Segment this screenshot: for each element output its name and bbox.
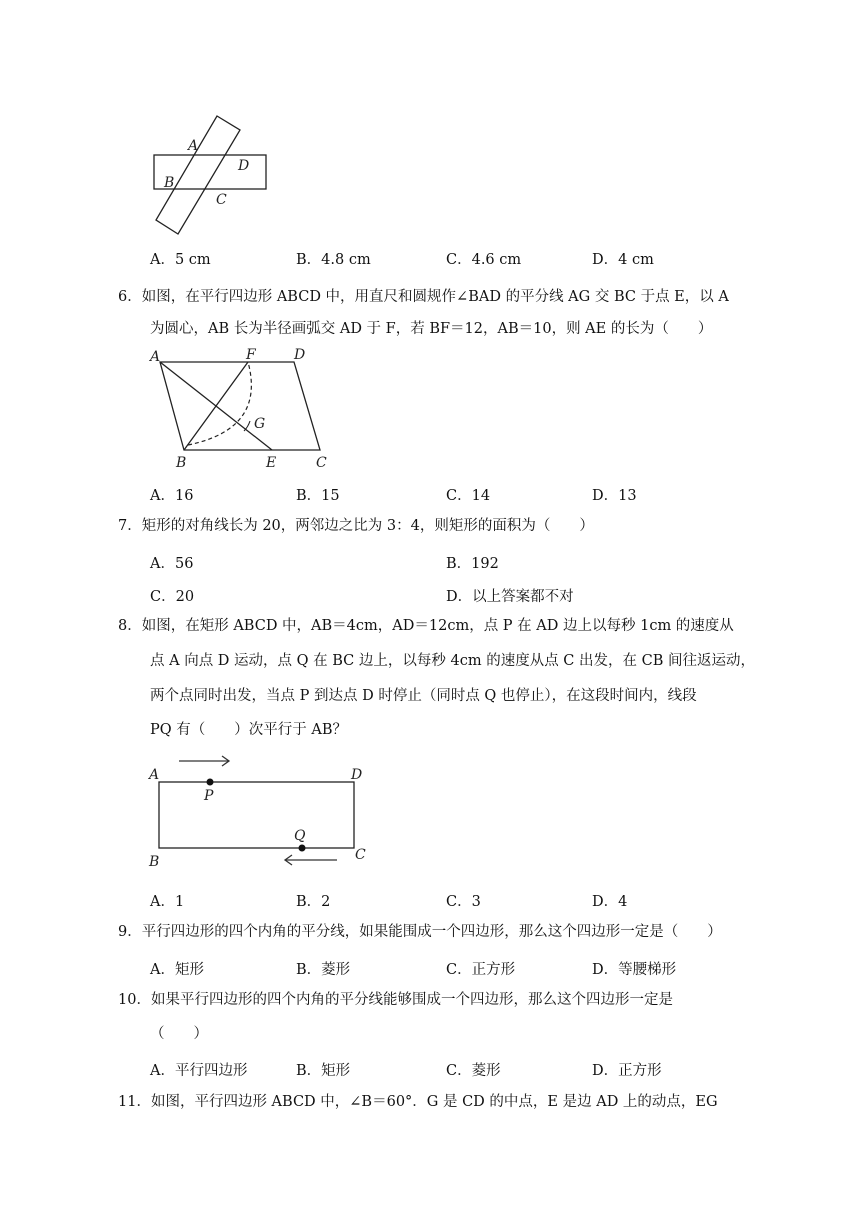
q10-option-c: C．菱形 [446, 1063, 501, 1079]
q8-option-c: C．3 [446, 894, 481, 910]
q5-option-d: D．4 cm [592, 252, 654, 268]
q8-label-b: B [149, 854, 160, 870]
q8-text-line4: PQ 有（ ）次平行于 AB？ [150, 722, 347, 738]
q8-label-p: P [204, 788, 214, 804]
q6-label-a: A [150, 349, 161, 365]
q8-text-line2: 点 A 向点 D 运动，点 Q 在 BC 边上，以每秒 4cm 的速度从点 C 出发，在 CB 间往返运动， [150, 653, 755, 669]
q6-arc-mark [244, 421, 250, 431]
q7-text-line1: 7．矩形的对角线长为 20，两邻边之比为 3：4，则矩形的面积为（ ） [118, 518, 594, 534]
q10-option-b: B．矩形 [296, 1063, 351, 1079]
q6-label-g: G [254, 416, 266, 432]
q5-figure [148, 110, 273, 235]
q9-option-d: D．等腰梯形 [592, 962, 677, 978]
q8-option-d: D．4 [592, 894, 628, 910]
q11-text-line1: 11．如图，平行四边形 ABCD 中，∠B＝60°．G 是 CD 的中点，E 是边 AD 上的动点，EG [118, 1094, 718, 1110]
q7-option-c: C．20 [150, 589, 195, 605]
q5-label-b: B [164, 175, 175, 191]
q5-label-a: A [188, 138, 199, 154]
q5-label-c: C [216, 192, 227, 208]
q8-point-q [299, 845, 306, 852]
q7-option-d: D．以上答案都不对 [446, 589, 574, 605]
q8-text-line3: 两个点同时出发，当点 P 到达点 D 时停止（同时点 Q 也停止），在这段时间内，线段 [150, 688, 697, 704]
q6-label-f: F [246, 347, 256, 363]
q6-label-d: D [294, 347, 306, 363]
q10-option-a: A．平行四边形 [150, 1063, 248, 1079]
q6-figure [148, 345, 338, 475]
q6-option-a: A．16 [150, 488, 194, 504]
q8-rectangle [159, 782, 354, 848]
q5-label-d: D [238, 158, 250, 174]
q6-option-c: C．14 [446, 488, 491, 504]
q10-option-d: D．正方形 [592, 1063, 662, 1079]
q8-option-b: B．2 [296, 894, 331, 910]
q10-text-line1: 10．如果平行四边形的四个内角的平分线能够围成一个四边形，那么这个四边形一定是 [118, 992, 673, 1008]
q9-option-c: C．正方形 [446, 962, 516, 978]
q7-option-a: A．56 [150, 556, 194, 572]
q9-option-a: A．矩形 [150, 962, 204, 978]
q8-point-p [207, 779, 214, 786]
q5-option-a: A．5 cm [150, 252, 211, 268]
q8-label-c: C [355, 847, 366, 863]
q6-text-line1: 6．如图，在平行四边形 ABCD 中，用直尺和圆规作∠BAD 的平分线 AG 交 BC 于点 E，以 A [118, 289, 729, 305]
q8-label-q: Q [294, 828, 306, 844]
q6-arc [188, 362, 251, 445]
q6-text-line2: 为圆心，AB 长为半径画弧交 AD 于 F，若 BF＝12，AB＝10，则 AE 的长为（ ） [150, 321, 713, 337]
q8-label-d: D [351, 767, 363, 783]
q10-text-line2: （ ） [150, 1026, 208, 1042]
q8-label-a: A [149, 767, 160, 783]
q8-option-a: A．1 [150, 894, 185, 910]
q5-option-b: B．4.8 cm [296, 252, 371, 268]
q6-label-c: C [316, 455, 327, 471]
q6-parallelogram [160, 362, 320, 450]
q9-option-b: B．菱形 [296, 962, 351, 978]
q5-option-c: C．4.6 cm [446, 252, 522, 268]
q6-label-b: B [176, 455, 187, 471]
q6-label-e: E [266, 455, 277, 471]
q8-figure [145, 752, 375, 870]
q6-option-b: B．15 [296, 488, 340, 504]
q7-option-b: B．192 [446, 556, 499, 572]
q8-text-line1: 8．如图，在矩形 ABCD 中，AB＝4cm，AD＝12cm，点 P 在 AD 边上以每秒 1cm 的速度从 [118, 618, 734, 634]
q6-option-d: D．13 [592, 488, 637, 504]
q9-text-line1: 9．平行四边形的四个内角的平分线，如果能围成一个四边形，那么这个四边形一定是（ ） [118, 924, 722, 940]
